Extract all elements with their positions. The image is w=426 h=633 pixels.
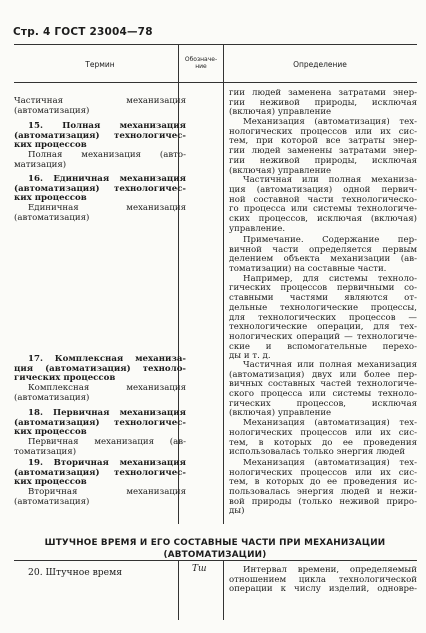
definition-block xyxy=(229,89,417,234)
column-divider-right xyxy=(223,44,224,524)
term-line: томатизация) xyxy=(14,446,77,457)
term-line: 15. Полная механизация xyxy=(28,121,186,131)
table-top-rule xyxy=(14,44,417,45)
definition-line: (включая) управление xyxy=(229,408,332,419)
definition-line: ских процессов, исключая (включая) xyxy=(229,213,417,224)
term-line: Вторичная механизация xyxy=(28,487,186,498)
definition-line: управление. xyxy=(229,223,286,234)
definition-line: ского процесса или системы техноло- xyxy=(229,389,417,400)
column-header-definition: Определение xyxy=(293,60,347,69)
definition-line: Частичная или полная механизация xyxy=(243,360,417,370)
term-line: 16. Единичная механизация xyxy=(28,174,186,184)
column-header-designation xyxy=(179,56,223,70)
definition-line: делением объекта механизации (ав- xyxy=(229,254,417,265)
definition-block xyxy=(229,566,417,595)
term-line: (автоматизация) xyxy=(14,212,90,223)
section-heading xyxy=(20,537,410,561)
definition-line: ставными частями являются от- xyxy=(229,293,417,304)
section-heading-line: (АВТОМАТИЗАЦИИ) xyxy=(163,550,267,560)
term-line: матизация) xyxy=(14,159,67,170)
term-line: Первичная механизация (ав- xyxy=(28,437,186,448)
term-line: 17. Комплексная механиза- xyxy=(28,354,186,364)
definition-line: го процесса или системы технологиче- xyxy=(229,204,417,215)
definition-line: гии людей заменена затратами энер- xyxy=(229,88,417,98)
definition-line: гических процессов первичными со- xyxy=(229,283,417,294)
definition-line: для технологических процессов — xyxy=(229,312,417,323)
definition-line: Механизация (автоматизация) тех- xyxy=(243,117,417,128)
term-line: ких процессов xyxy=(14,427,87,438)
definition-line: технологические операции, для тех- xyxy=(229,322,417,333)
term-line: (автоматизация) xyxy=(14,105,90,116)
term-entry xyxy=(14,175,186,223)
term-line: (автоматизация) технологичес- xyxy=(14,417,186,428)
term-entry xyxy=(14,568,186,578)
definition-line: вой природы (только неживой приро- xyxy=(229,496,417,507)
term-line: 18. Первичная механизация xyxy=(28,408,186,418)
definition-line: использовалась только энергия людей xyxy=(229,447,406,458)
term-line: ких процессов xyxy=(14,477,87,488)
definition-line: (включая) управление xyxy=(229,165,332,176)
definition-line: гии людей заменены затратами энер- xyxy=(229,146,417,157)
definition-line: Частичная или полная механиза- xyxy=(243,175,417,186)
definition-block xyxy=(229,361,417,458)
definition-line: тем, при которой все затраты энер- xyxy=(229,136,417,147)
term-line: Комплексная механизация xyxy=(28,383,186,394)
definition-line: вичных составных частей технологиче- xyxy=(229,379,417,390)
designation-symbol: Тш xyxy=(192,564,207,574)
definition-line: Интервал времени, определяемый xyxy=(243,565,417,575)
column-header-term: Термин xyxy=(85,60,115,69)
definition-line: нологических операций — технологиче- xyxy=(229,331,417,342)
definition-line: (включая) управление xyxy=(229,107,332,118)
definition-line: отношением цикла технологической xyxy=(229,574,417,585)
term-line: Частичная механизация xyxy=(14,96,186,106)
term-line: Полная механизация (авто- xyxy=(28,150,186,161)
term-line: (автоматизация) технологичес- xyxy=(14,130,186,141)
definition-line: ция (автоматизация) одной первич- xyxy=(229,184,417,195)
definition-line: Механизация (автоматизация) тех- xyxy=(243,418,417,429)
definition-line: нологических процессов или их сис- xyxy=(229,467,417,478)
table-head-rule xyxy=(14,82,417,83)
term-entry xyxy=(14,459,186,507)
definition-line: гии неживой природы, исключая xyxy=(229,155,417,166)
definition-line: пользовалась энергия людей и нежи- xyxy=(229,487,417,498)
definition-line: Например, для системы техноло- xyxy=(243,273,417,284)
definition-line: гических процессов, исключая xyxy=(229,398,417,409)
definition-line: томатизации) на составные части. xyxy=(229,264,387,275)
definition-line: вичной части определяется первым xyxy=(229,244,417,255)
definition-block xyxy=(229,459,417,517)
term-line: (автоматизация) технологичес- xyxy=(14,183,186,194)
definition-line: (автоматизация) двух или более пер- xyxy=(229,369,417,380)
definition-line: нологических процессов или их сис- xyxy=(229,126,417,137)
column-divider-right-lower xyxy=(223,560,224,620)
term-entry xyxy=(14,355,186,403)
definition-line: ские и вспомогательные перехо- xyxy=(229,341,417,352)
definition-line: дельные технологические процессы, xyxy=(229,302,417,313)
definition-line: Механизация (автоматизация) тех- xyxy=(243,458,417,468)
term-line: (автоматизация) xyxy=(14,392,90,403)
term-entry xyxy=(14,122,186,170)
definition-line: Примечание. Содержание пер- xyxy=(243,235,417,245)
section-heading-line: ШТУЧНОЕ ВРЕМЯ И ЕГО СОСТАВНЫЕ ЧАСТИ ПРИ МЕХАНИЗАЦИИ xyxy=(44,538,386,548)
term-line: ция (автоматизация) техноло- xyxy=(14,363,186,374)
definition-line: гии неживой природы, исключая xyxy=(229,97,417,108)
page-header: Стр. 4 ГОСТ 23004—78 xyxy=(13,26,153,38)
term-line: (автоматизация) технологичес- xyxy=(14,467,186,478)
term-line: Единичная механизация xyxy=(28,203,186,214)
definition-line: операции к числу изделий, одновре- xyxy=(229,584,417,595)
definition-line: ной составной части технологическо- xyxy=(229,194,417,205)
section-rule xyxy=(14,560,417,561)
definition-line: тем, в которых до ее проведения xyxy=(229,437,417,448)
designation-header-line: Обозначе- xyxy=(184,56,218,63)
definition-line: нологических процессов или их сис- xyxy=(229,427,417,438)
term-line: гических процессов xyxy=(14,373,116,384)
term-line: (автоматизация) xyxy=(14,496,90,507)
definition-line: тем, в которых до ее проведения ис- xyxy=(229,477,417,488)
definition-note xyxy=(229,236,417,362)
definition-line: ды и т. д. xyxy=(229,351,271,362)
term-entry xyxy=(14,409,186,457)
definition-line: ды) xyxy=(229,506,245,517)
term-line: ких процессов xyxy=(14,140,87,151)
term-line: ких процессов xyxy=(14,193,87,204)
designation-header-line: ние xyxy=(195,63,207,70)
term-line: 20. Штучное время xyxy=(28,567,123,578)
term-entry xyxy=(14,97,186,116)
term-line: 19. Вторичная механизация xyxy=(28,458,186,468)
